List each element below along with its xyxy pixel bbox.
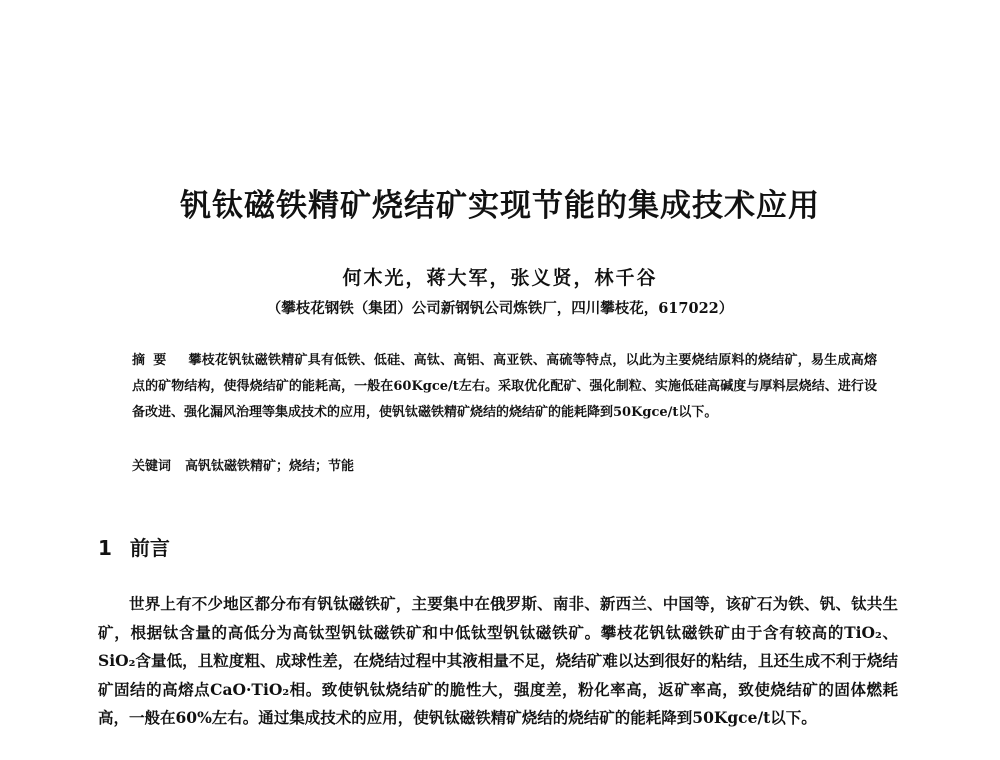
affiliation: （攀枝花钢铁（集团）公司新钢钒公司炼铁厂，四川攀枝花，617022） — [266, 300, 734, 317]
abstract-label: 摘要 — [132, 353, 175, 368]
author-list: 何木光，蒋大军，张义贤，林千谷 — [342, 267, 658, 289]
section-number: 1 — [98, 536, 112, 560]
body-paragraph: 世界上有不少地区都分布有钒钛磁铁矿，主要集中在俄罗斯、南非、新西兰、中国等，该矿石为铁、钒、钛共生矿，根据钛含量的高低分为高钛型钒钛磁铁矿和中低钛型钒钛磁铁矿。攀枝花钒钛磁铁矿由于含有较高的TiO₂、SiO₂含量低，且粒度粗、成球性差，在烧结过程中其液相量不足，烧结矿难以达到很好的粘结，且还生成不利于烧结矿固结的高熔点CaO·TiO₂相。致使钒钛烧结矿的脆性大，强度差，粉化率高，返矿率高，致使烧结矿的固体燃耗高，一般在60%左右。通过集成技术的应用，使钒钛磁铁精矿烧结的烧结矿的能耗降到50Kgce/t以下。 — [98, 594, 898, 727]
section-heading — [98, 532, 170, 561]
section-title: 前言 — [129, 536, 170, 560]
keywords — [132, 454, 877, 480]
keywords-text: 高钒钛磁铁精矿；烧结；节能 — [185, 459, 355, 474]
paper-title: 钒钛磁铁精矿烧结矿实现节能的集成技术应用 — [180, 188, 820, 224]
abstract-text: 攀枝花钒钛磁铁精矿具有低铁、低硅、高钛、高铝、高亚铁、高硫等特点，以此为主要烧结原料的烧结矿，易生成高熔点的矿物结构，使得烧结矿的能耗高，一般在60Kgce/t左右。采取优化配矿、强化制粒、实施低硅高碱度与厚料层烧结、进行设备改进、强化漏风治理等集成技术的应用，使钒钛磁铁精矿烧结的烧结矿的能耗降到50Kgce/t以下。 — [132, 353, 877, 420]
keywords-label: 关键词 — [132, 459, 172, 474]
abstract — [132, 348, 877, 426]
